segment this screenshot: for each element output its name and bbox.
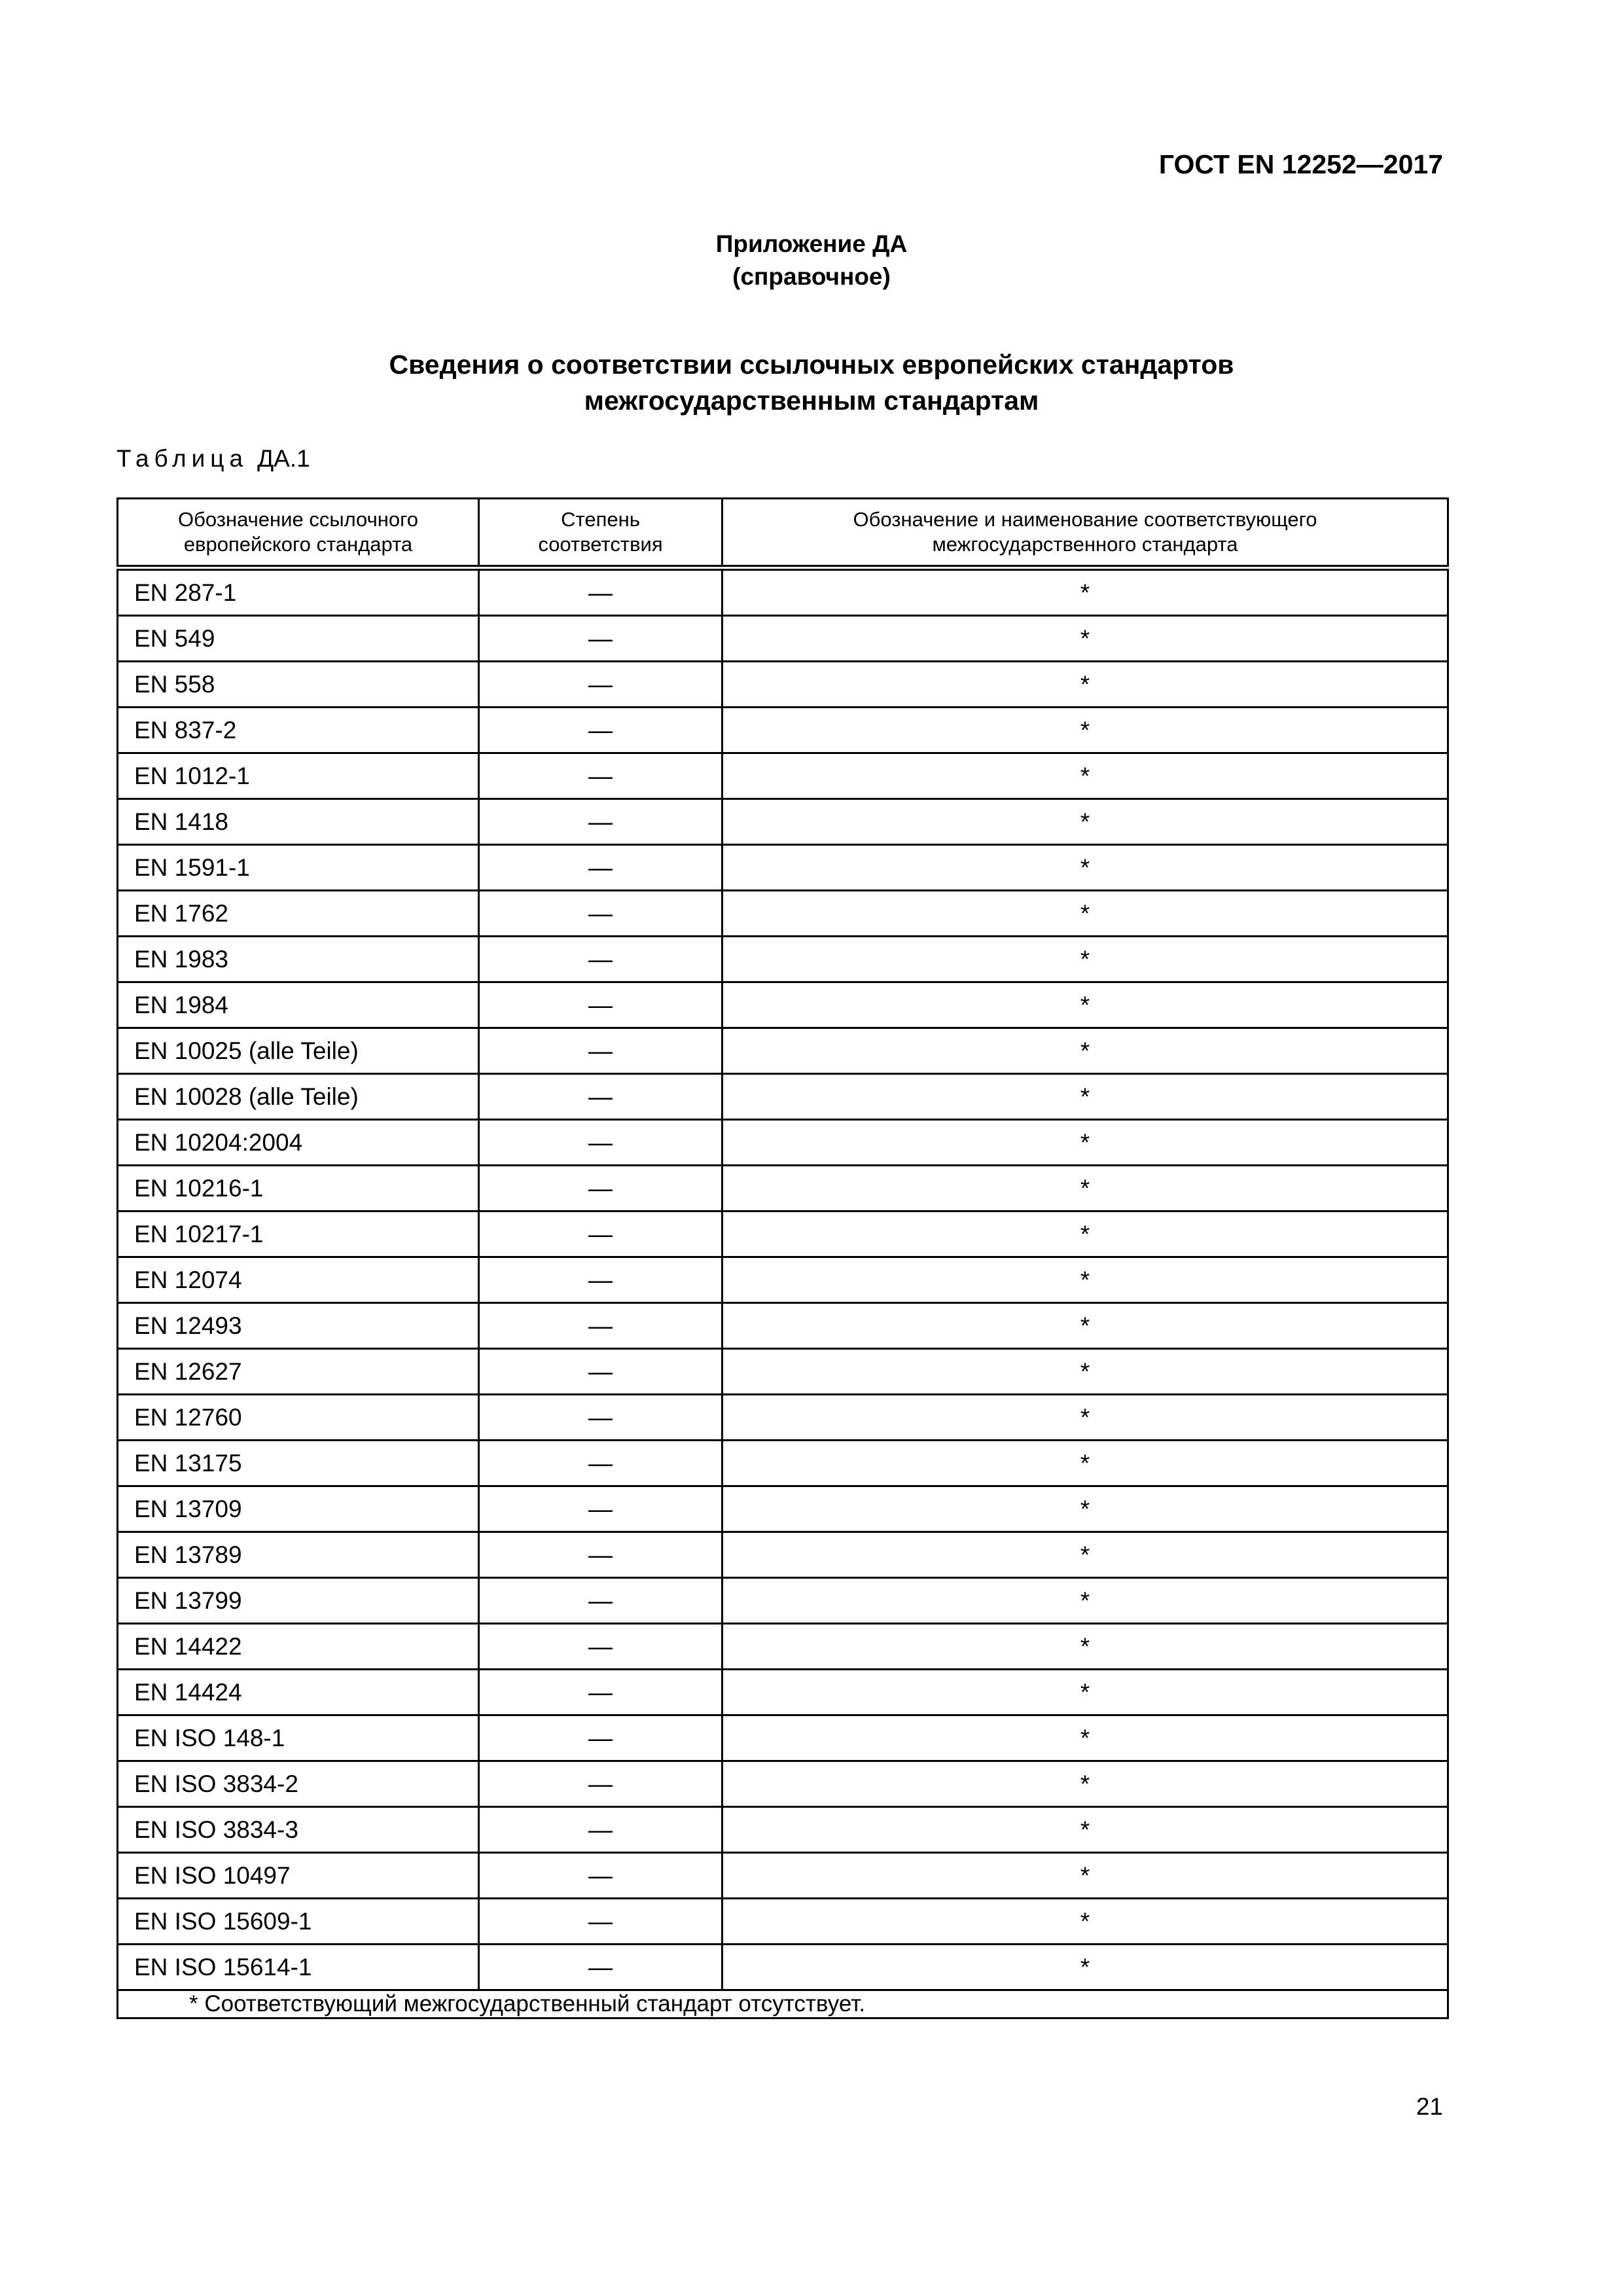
- header-line: Обозначение ссылочного: [178, 508, 418, 531]
- cell-equivalent-standard: *: [722, 1074, 1448, 1120]
- cell-equivalent-standard: *: [722, 937, 1448, 982]
- cell-reference-standard: EN 12074: [118, 1257, 479, 1303]
- cell-degree: —: [479, 753, 722, 799]
- cell-reference-standard: EN 837-2: [118, 708, 479, 753]
- cell-degree: —: [479, 1670, 722, 1715]
- table-row: [118, 1853, 1448, 1899]
- cell-reference-standard: EN ISO 148-1: [118, 1715, 479, 1761]
- cell-equivalent-standard: *: [722, 1578, 1448, 1624]
- cell-reference-standard: EN 14422: [118, 1624, 479, 1670]
- cell-degree: —: [479, 1074, 722, 1120]
- cell-equivalent-standard: *: [722, 1532, 1448, 1578]
- cell-reference-standard: EN 1591-1: [118, 845, 479, 891]
- table-row: [118, 616, 1448, 662]
- cell-degree: —: [479, 1899, 722, 1945]
- header-equivalent-standard: [722, 499, 1448, 568]
- cell-reference-standard: EN ISO 15614-1: [118, 1945, 479, 1990]
- cell-equivalent-standard: *: [722, 1120, 1448, 1166]
- cell-reference-standard: EN 10028 (alle Teile): [118, 1074, 479, 1120]
- cell-reference-standard: EN 14424: [118, 1670, 479, 1715]
- table-row: [118, 1670, 1448, 1715]
- section-title-line-2: межгосударственным стандартам: [584, 386, 1039, 416]
- cell-reference-standard: EN ISO 3834-2: [118, 1761, 479, 1807]
- cell-degree: —: [479, 1761, 722, 1807]
- cell-equivalent-standard: *: [722, 753, 1448, 799]
- table-caption-label: Таблица: [116, 445, 249, 472]
- cell-degree: —: [479, 1624, 722, 1670]
- cell-reference-standard: EN 1418: [118, 799, 479, 845]
- table-row: [118, 662, 1448, 708]
- table-row: [118, 753, 1448, 799]
- table-row: [118, 1257, 1448, 1303]
- cell-equivalent-standard: *: [722, 845, 1448, 891]
- cell-reference-standard: EN 12760: [118, 1395, 479, 1441]
- table-row: [118, 799, 1448, 845]
- header-line: Степень: [561, 508, 640, 531]
- cell-equivalent-standard: *: [722, 1761, 1448, 1807]
- section-title-line-1: Сведения о соответствии ссылочных европейских стандартов: [389, 350, 1234, 380]
- cell-equivalent-standard: *: [722, 1853, 1448, 1899]
- cell-reference-standard: EN 558: [118, 662, 479, 708]
- cell-reference-standard: EN 549: [118, 616, 479, 662]
- cell-degree: —: [479, 1532, 722, 1578]
- table-row: [118, 1120, 1448, 1166]
- table-row: [118, 1578, 1448, 1624]
- cell-reference-standard: EN ISO 15609-1: [118, 1899, 479, 1945]
- cell-degree: —: [479, 982, 722, 1028]
- table-row: [118, 982, 1448, 1028]
- table-footer: [118, 1990, 1448, 2018]
- table-body: [118, 568, 1448, 1990]
- cell-reference-standard: EN 13799: [118, 1578, 479, 1624]
- table-row: [118, 1486, 1448, 1532]
- cell-reference-standard: EN ISO 3834-3: [118, 1807, 479, 1853]
- table-row: [118, 708, 1448, 753]
- cell-reference-standard: EN 10025 (alle Teile): [118, 1028, 479, 1074]
- cell-reference-standard: EN 1983: [118, 937, 479, 982]
- cell-equivalent-standard: *: [722, 662, 1448, 708]
- table-row: [118, 1532, 1448, 1578]
- cell-reference-standard: EN ISO 10497: [118, 1853, 479, 1899]
- cell-reference-standard: EN 287-1: [118, 568, 479, 616]
- cell-reference-standard: EN 13175: [118, 1441, 479, 1486]
- cell-equivalent-standard: *: [722, 891, 1448, 937]
- cell-equivalent-standard: *: [722, 982, 1448, 1028]
- annex-subtitle: (справочное): [732, 263, 891, 290]
- cell-equivalent-standard: *: [722, 799, 1448, 845]
- table-row: [118, 1807, 1448, 1853]
- cell-reference-standard: EN 10216-1: [118, 1166, 479, 1211]
- table-row: [118, 1715, 1448, 1761]
- annex-heading: [0, 228, 1623, 293]
- cell-equivalent-standard: *: [722, 1715, 1448, 1761]
- header-degree: [479, 499, 722, 568]
- table-row: [118, 1211, 1448, 1257]
- cell-equivalent-standard: *: [722, 616, 1448, 662]
- table-row: [118, 1395, 1448, 1441]
- annex-title: Приложение ДА: [715, 230, 908, 257]
- cell-degree: —: [479, 1120, 722, 1166]
- table-footnote: * Соответствующий межгосударственный стандарт отсутствует.: [118, 1990, 1448, 2018]
- table-row: [118, 1945, 1448, 1990]
- cell-degree: —: [479, 891, 722, 937]
- cell-degree: —: [479, 799, 722, 845]
- table-row: [118, 1303, 1448, 1349]
- cell-equivalent-standard: *: [722, 1303, 1448, 1349]
- correspondence-table: [116, 497, 1449, 2019]
- page-number: 21: [1416, 2093, 1443, 2120]
- cell-degree: —: [479, 568, 722, 616]
- cell-reference-standard: EN 12627: [118, 1349, 479, 1395]
- cell-equivalent-standard: *: [722, 1211, 1448, 1257]
- cell-degree: —: [479, 1166, 722, 1211]
- table-row: [118, 891, 1448, 937]
- cell-reference-standard: EN 13789: [118, 1532, 479, 1578]
- cell-degree: —: [479, 1303, 722, 1349]
- header-reference-standard: [118, 499, 479, 568]
- header-line: Обозначение и наименование соответствующего: [853, 508, 1317, 531]
- document-code: ГОСТ EN 12252—2017: [1158, 149, 1443, 179]
- cell-degree: —: [479, 1028, 722, 1074]
- cell-degree: —: [479, 845, 722, 891]
- cell-equivalent-standard: *: [722, 708, 1448, 753]
- table-row: [118, 1441, 1448, 1486]
- cell-degree: —: [479, 708, 722, 753]
- table-header: [118, 499, 1448, 568]
- cell-reference-standard: EN 1012-1: [118, 753, 479, 799]
- cell-equivalent-standard: *: [722, 1441, 1448, 1486]
- cell-degree: —: [479, 662, 722, 708]
- cell-reference-standard: EN 10217-1: [118, 1211, 479, 1257]
- cell-equivalent-standard: *: [722, 1486, 1448, 1532]
- cell-degree: —: [479, 1578, 722, 1624]
- table-row: [118, 1074, 1448, 1120]
- cell-degree: —: [479, 1945, 722, 1990]
- table-header-row: [118, 499, 1448, 568]
- header-line: межгосударственного стандарта: [932, 533, 1238, 556]
- cell-degree: —: [479, 1349, 722, 1395]
- cell-degree: —: [479, 1807, 722, 1853]
- cell-equivalent-standard: *: [722, 1899, 1448, 1945]
- cell-degree: —: [479, 1257, 722, 1303]
- cell-equivalent-standard: *: [722, 1257, 1448, 1303]
- cell-reference-standard: EN 13709: [118, 1486, 479, 1532]
- cell-equivalent-standard: *: [722, 1349, 1448, 1395]
- table-row: [118, 1349, 1448, 1395]
- table-row: [118, 568, 1448, 616]
- table-caption-number: ДА.1: [257, 445, 310, 472]
- cell-degree: —: [479, 1853, 722, 1899]
- table-row: [118, 1166, 1448, 1211]
- header-line: соответствия: [538, 533, 663, 556]
- cell-equivalent-standard: *: [722, 1807, 1448, 1853]
- cell-degree: —: [479, 1395, 722, 1441]
- cell-degree: —: [479, 1441, 722, 1486]
- section-title: [0, 347, 1623, 419]
- cell-degree: —: [479, 1486, 722, 1532]
- table-row: [118, 845, 1448, 891]
- cell-equivalent-standard: *: [722, 1624, 1448, 1670]
- table-row: [118, 1899, 1448, 1945]
- cell-reference-standard: EN 10204:2004: [118, 1120, 479, 1166]
- cell-reference-standard: EN 12493: [118, 1303, 479, 1349]
- cell-degree: —: [479, 937, 722, 982]
- cell-equivalent-standard: *: [722, 1395, 1448, 1441]
- table-row: [118, 1761, 1448, 1807]
- cell-degree: —: [479, 1715, 722, 1761]
- cell-equivalent-standard: *: [722, 1670, 1448, 1715]
- footnote-row: [118, 1990, 1448, 2018]
- cell-degree: —: [479, 1211, 722, 1257]
- table-row: [118, 1624, 1448, 1670]
- cell-equivalent-standard: *: [722, 1028, 1448, 1074]
- table-row: [118, 937, 1448, 982]
- cell-degree: —: [479, 616, 722, 662]
- table-caption: [116, 445, 310, 473]
- cell-reference-standard: EN 1984: [118, 982, 479, 1028]
- header-line: европейского стандарта: [183, 533, 413, 556]
- cell-equivalent-standard: *: [722, 1945, 1448, 1990]
- table-row: [118, 1028, 1448, 1074]
- cell-reference-standard: EN 1762: [118, 891, 479, 937]
- cell-equivalent-standard: *: [722, 568, 1448, 616]
- cell-equivalent-standard: *: [722, 1166, 1448, 1211]
